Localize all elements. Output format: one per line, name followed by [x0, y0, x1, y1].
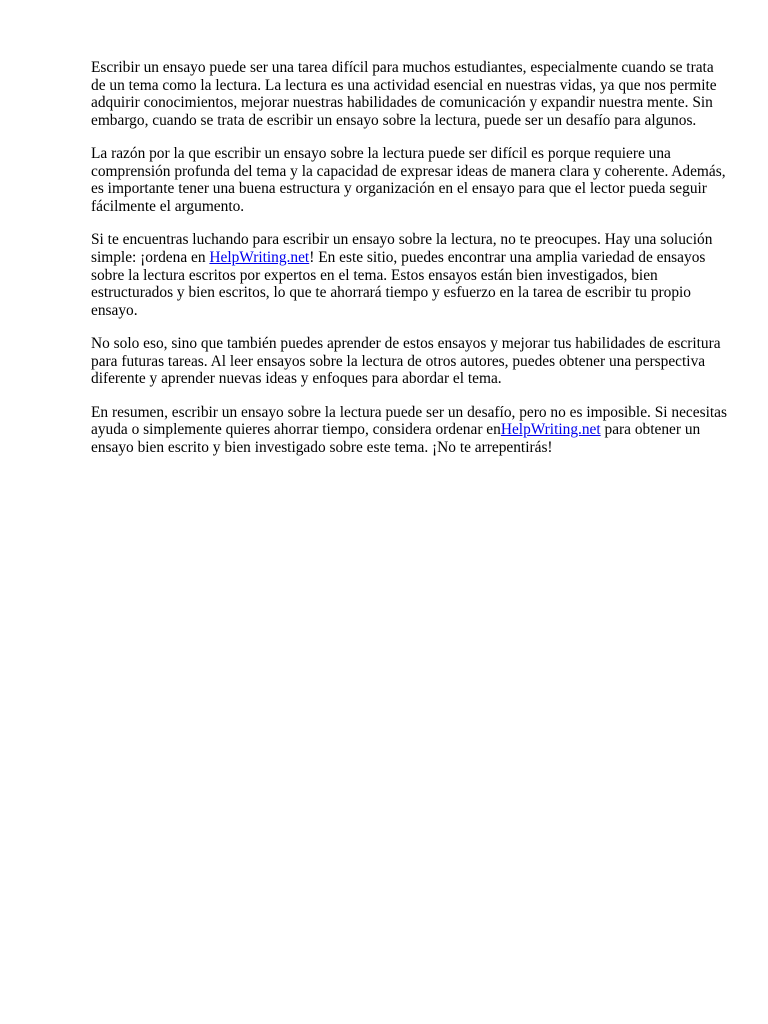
- paragraph-summary: [91, 404, 731, 457]
- paragraph-solution-after: ! En este sitio, puedes encontrar una amplia variedad de ensayos sobre la lectura escritos por expertos en el tema. Estos ensayos están bien investigados, bien estructurados y bien escritos, lo que te ahorrará tiempo y esfuerzo en la tarea de escribir tu propio ensayo.: [91, 248, 706, 319]
- helpwriting-link[interactable]: HelpWriting.net: [209, 248, 310, 266]
- paragraph-solution: [91, 231, 731, 319]
- paragraph-intro: Escribir un ensayo puede ser una tarea difícil para muchos estudiantes, especialmente cuando se trata de un tema como la lectura. La lectura es una actividad esencial en nuestras vidas, ya que nos permite adquirir conocimientos, mejorar nuestras habilidades de comunicación y expandir nuestra mente. Sin embargo, cuando se trata de escribir un ensayo sobre la lectura, puede ser un desafío para algunos.: [91, 59, 717, 129]
- helpwriting-link-summary[interactable]: HelpWriting.net: [500, 421, 601, 439]
- paragraph-summary-after: para obtener un ensayo bien escrito y bien investigado sobre este tema. ¡No te arrepentirás!: [91, 421, 701, 456]
- document-body: [91, 59, 731, 472]
- paragraph-summary-before: En resumen, escribir un ensayo sobre la lectura puede ser un desafío, pero no es imposible. Si necesitas ayuda o simplemente quieres ahorrar tiempo, considera ordenar en: [91, 403, 727, 439]
- paragraph-learning: No solo eso, sino que también puedes aprender de estos ensayos y mejorar tus habilidades de escritura para futuras tareas. Al leer ensayos sobre la lectura de otros autores, puedes obtener una perspectiva diferente y aprender nuevas ideas y enfoques para abordar el tema.: [91, 335, 721, 388]
- paragraph-difficulty: La razón por la que escribir un ensayo sobre la lectura puede ser difícil es porque requiere una comprensión profunda del tema y la capacidad de expresar ideas de manera clara y coherente. Además, es importante tener una buena estructura y organización en el ensayo para que el lector pueda seguir fácilmente el argumento.: [91, 145, 726, 215]
- paragraph-solution-before: Si te encuentras luchando para escribir un ensayo sobre la lectura, no te preocupes. Hay una solución simple: ¡ordena en: [91, 231, 713, 266]
